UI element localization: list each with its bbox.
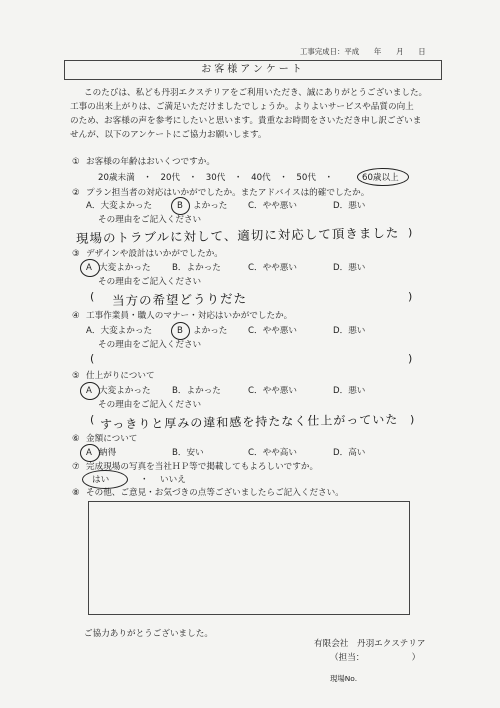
q7-no[interactable]: いいえ	[160, 475, 186, 485]
q1-selection-circle	[357, 168, 409, 186]
q4-option-c[interactable]: C．やや悪い	[248, 326, 297, 336]
q2-option-b[interactable]: よかった	[193, 201, 228, 211]
q8-text: その他、ご意見・お気づきの点等ございましたらご記入ください。	[86, 488, 344, 498]
thanks-message: ご協力ありがとうございました。	[84, 629, 213, 639]
q2-reason-label: その理由をご記入ください	[98, 215, 202, 225]
q4-reason-label: その理由をご記入ください	[98, 340, 202, 350]
q1-text: お客様の年齢はおいくつですか。	[86, 157, 215, 167]
q2-option-c[interactable]: C．やや悪い	[248, 201, 297, 211]
q5-option-d[interactable]: D．悪い	[333, 386, 366, 396]
q5-close-paren: )	[410, 413, 415, 426]
page-title: お客様アンケート	[201, 64, 305, 75]
q2-close-paren: )	[408, 226, 413, 239]
q3-option-b[interactable]: B．よかった	[172, 263, 221, 273]
q5-open-paren: (	[90, 413, 95, 426]
q5-reason-label: その理由をご記入ください	[98, 400, 202, 410]
q6-option-b[interactable]: B．安い	[172, 448, 204, 458]
q7-yes[interactable]: はい	[92, 475, 110, 485]
q8-comment-box[interactable]	[88, 501, 410, 615]
intro-line-2: 工事の出来上がりは、ご満足いただけましたでしょうか。よりよいサービスや品質の向上	[70, 102, 414, 112]
q2-text: プラン担当者の対応はいかがでしたか。またアドバイスは的確でしたか。	[86, 188, 370, 198]
q6-selection-circle	[80, 444, 100, 462]
site-number-label: 現場No.	[330, 674, 358, 683]
q2-handwritten-answer[interactable]: 現場のトラブルに対して、適切に対応して頂きました	[75, 225, 400, 246]
q6-option-a-letter[interactable]: A	[86, 448, 92, 458]
q3-option-a-letter[interactable]: A	[86, 263, 92, 273]
q5-handwritten-answer[interactable]: すっきりと厚みの違和感を持たなく仕上がっていた	[99, 412, 399, 432]
intro-line-4: せんが、以下のアンケートにご協力お願いします。	[70, 130, 267, 140]
q5-option-a[interactable]: 大変よかった	[99, 386, 151, 396]
title-box	[64, 60, 442, 80]
q4-close-paren: )	[408, 352, 413, 365]
company-name: 有限会社 丹羽エクステリア	[314, 639, 426, 649]
q3-number: ③	[72, 249, 80, 259]
q3-text: デザインや設計はいかがでしたか。	[86, 249, 223, 259]
q2-option-a[interactable]: A．大変よかった	[86, 201, 153, 211]
q4-text: 工事作業員・職人のマナー・対応はいかがでしたか。	[86, 311, 293, 321]
q3-option-c[interactable]: C．やや悪い	[248, 263, 297, 273]
q5-option-a-letter[interactable]: A	[86, 386, 92, 396]
q5-option-b[interactable]: B．よかった	[172, 386, 221, 396]
q8-number: ⑧	[72, 488, 80, 498]
q7-text: 完成現場の写真を当社ＨＰ等で掲載してもよろしいですか。	[86, 462, 319, 472]
q7-separator: ・	[140, 475, 149, 485]
q5-option-c[interactable]: C．やや悪い	[248, 386, 297, 396]
q5-selection-circle	[80, 382, 100, 400]
q4-option-d[interactable]: D．悪い	[333, 326, 366, 336]
q3-option-a[interactable]: 大変よかった	[99, 263, 151, 273]
q7-number: ⑦	[72, 462, 80, 472]
q3-close-paren: )	[408, 290, 413, 303]
q6-number: ⑥	[72, 434, 80, 444]
q4-number: ④	[72, 311, 80, 321]
q3-selection-circle	[80, 259, 100, 277]
q2-option-d[interactable]: D．悪い	[333, 201, 366, 211]
q2-selection-circle	[171, 197, 190, 215]
q4-selection-circle	[171, 322, 190, 340]
intro-line-3: のため、お客様の声を参考にしたいと思います。貴重なお時間をさいただき申し訳ございま	[70, 116, 422, 126]
q1-options: 20歳未満 ・ 20代 ・ 30代 ・ 40代 ・ 50代 ・	[98, 173, 334, 183]
q2-option-b-letter[interactable]: B	[177, 201, 183, 211]
q4-open-paren: (	[90, 352, 95, 365]
q6-option-c[interactable]: C．やや高い	[248, 448, 297, 458]
completion-date-label: 工事完成日：平成 年 月 日	[300, 47, 426, 56]
q3-open-paren: (	[90, 290, 95, 303]
q3-handwritten-answer[interactable]: 当方の希望どうりだた	[111, 290, 248, 309]
q5-text: 仕上がりについて	[86, 371, 155, 381]
q5-number: ⑤	[72, 371, 80, 381]
q6-option-d[interactable]: D．高い	[333, 448, 366, 458]
q4-option-a[interactable]: A．大変よかった	[86, 326, 153, 336]
q2-number: ②	[72, 188, 80, 198]
q3-reason-label: その理由をご記入ください	[98, 277, 202, 287]
intro-line-1: このたびは、私ども丹羽エクステリアをご利用いただき、誠にありがとうございました。	[84, 88, 428, 98]
q4-option-b-letter[interactable]: B	[177, 326, 183, 336]
q1-number: ①	[72, 157, 80, 167]
q4-option-b[interactable]: よかった	[193, 326, 228, 336]
q6-option-a[interactable]: 納得	[99, 448, 117, 458]
q1-selected-option[interactable]: 60歳以上	[362, 173, 399, 183]
contact-person: （担当： ）	[330, 653, 421, 663]
q6-text: 金額について	[86, 434, 138, 444]
q3-option-d[interactable]: D．悪い	[333, 263, 366, 273]
